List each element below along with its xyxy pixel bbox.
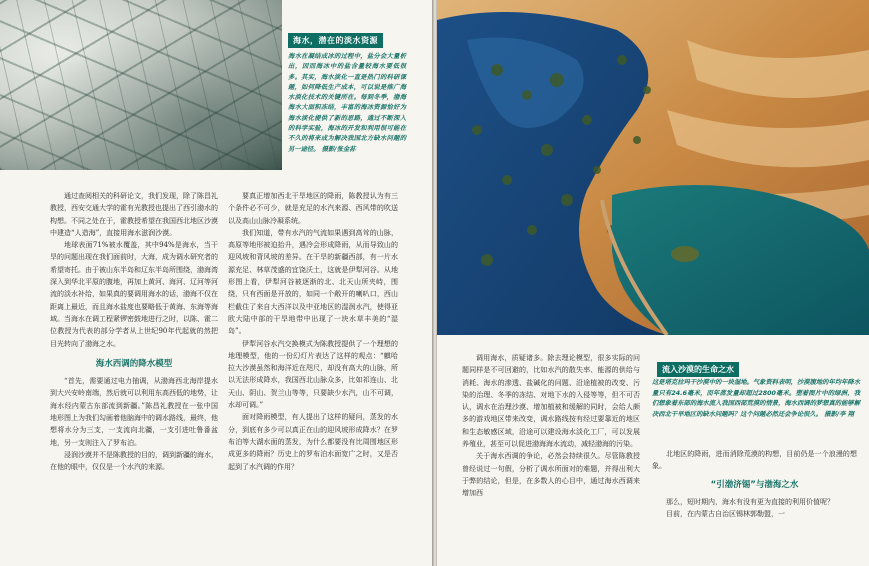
- paragraph: 通过查阅相关的科研论文，我们发现，除了陈昌礼教授，西安交通大学的霍有光教授也提出了西引渤水的构想。不同之处在于，霍教授希望在我国西北地区沙漠中建造“人造海”，直接用海水滋润沙漠。: [50, 192, 218, 237]
- desert-wetland-illustration: [437, 0, 869, 335]
- left-column-1: [50, 190, 218, 474]
- ice-floe-photo: [0, 0, 282, 170]
- right-column-2: [652, 448, 857, 520]
- paragraph: 伊犁河谷水汽交换模式为陈教授提供了一个理想的地理模型，他的一份幻灯片表达了这样的观点：“麒哈拉大沙漠虽然和海洋近在咫尺，却没有高大的山脉，所以无法形成降水，我国西北山脉众多，比如祁连山、北天山、阴山、贺兰山等等，只要缺少水汽，山不可调，水却可调。”: [228, 339, 398, 410]
- paragraph: 关于海水西调的争论，必然会持续很久。尽管陈教授曾经说过一句假，分析了调水所面对的难题，并得出利大于弊的结论，但是，在多数人的心目中，通过海水西调来增加西: [462, 452, 640, 498]
- paragraph: 我们知道，带有水汽的气流如果遇到高耸的山脉，高原等地形被迫抬升，遇冷会形成降雨，从而导致山的迎风坡和背风坡的差异。在干旱的新疆西部，有一片水源充足、林草茂盛的宜饶沃土，这就是伊犁河谷。从地形图上看，伊犁河谷被逐渐的北、北天山所夹峙，围绕，只有西面是开放的，如同一个敞开的喇叭口，西山栏截住了来自大西洋以及中亚地区的湿润水汽，使得亚欧大陆中部的干旱地带中出现了一块水草丰美的“湿岛”。: [228, 228, 398, 336]
- left-page: [0, 0, 432, 566]
- desert-wetland-photo: [437, 0, 869, 335]
- paragraph: “首先，需要通过电力抽调，从渤海西北海岸提水到大兴安岭南端，然后就可以利用东高西低的地势，让海水经内蒙古东部流到新疆。”陈昌礼教授在一张中国地形图上为我们勾画着他脑海中的调水路线，最终，他想将水分为三支，一支流向北疆，一支引进吐鲁番盆地，另一支则注入了罗布泊。: [50, 377, 218, 447]
- paragraph: 面对降雨模型，有人提出了这样的疑问，蒸发的水分，到底有多少可以真正在山的迎风坡形成降水？在罗布泊等大湖水面的蒸发，为什么都要没有比周围地区形成更多的降雨？历史上的罗布泊水面宽广之时，又是否起到了水汽调的作用？: [228, 413, 398, 471]
- paragraph: 地球表面71%被水覆盖，其中94%是海水，当干旱的问题出现在我们面前时，大海，成为调水研究者的希望寄托。由于被山东半岛和辽东半岛所围绕，渤海湾深入到华北平原的腹地，再加上黄河、海河、辽河等河流的淡水补给，如果真的要调用海水的话，渤海不仅在距离上最近，而且海水盐度也要略低于黄海、东海等海域。当海水在调工程紧锣密鼓地进行之时，以陈、霍二位教授为代表的部分学者从上世纪90年代起就的然把目光转向了渤海之水。: [50, 241, 218, 348]
- paragraph: 要真正增加西北干旱地区的降雨，陈教授认为有三个条件必不可少，就是充足的水汽来源、西风带的吹送以及高山山脉冷凝系统。: [228, 192, 398, 225]
- paragraph: 目前，在内蒙古自治区锡林郭勒盟，一: [666, 510, 785, 519]
- paragraph: 北地区的降雨，进而消除荒漠的构想，目前仍是一个浪漫的想象。: [652, 450, 857, 471]
- section-label: 流入沙漠的生命之水: [657, 362, 739, 377]
- caption-credit: 摄影/李 翔: [824, 410, 854, 418]
- paragraph: 浸润沙漠并不是陈教授的目的，调到新疆的海水，在他的眼中，仅仅是一个水汽的来源。: [50, 450, 218, 472]
- section-heading: “引渤济锡”与渤海之水: [710, 479, 799, 490]
- right-page: [437, 0, 869, 566]
- left-column-2: [228, 190, 398, 473]
- section-caption: [652, 378, 860, 420]
- sidebar-credit: 摄影/张金荪: [321, 145, 356, 153]
- paragraph: 那么，短时期内，海水有没有更为直接的利用价值呢？: [666, 497, 834, 506]
- sidebar-text: 海水在凝结成冰的过程中，盐分会大量析出，因而海冰中的盐含量较海水要低很多。其实，海水淡化一直是热门的科研课题，如何降低生产成本，可以说是推广海水淡化技术的关键所在。每到冬季，渤海海水大面积冻结，丰富的海冰资源恰好为海水淡化提供了新的思路，通过不断深入的科学实验，海冰的开发和利用很可能在不久的将来成为解决我国北方缺水问题的另一途径。: [288, 53, 406, 153]
- sidebar-title: 海水，潜在的淡水资源: [288, 33, 383, 48]
- section-heading: 海水西调的降水模型: [95, 358, 173, 369]
- caption-text: 这是塔克拉玛干沙漠中的一块湿地。气象资料表明，沙漠腹地的年均年降水量只有24.6毫米，而年蒸发量却超过2800毫米。塑着图片中的绿洲，我们想象着东部的海水流入我国西部荒漠的情景，海水西调的梦想真的能够解决西北干旱地区的缺水问题吗？这个问题必然还会争论很久。: [652, 379, 860, 418]
- sidebar-body: [288, 52, 406, 155]
- right-column-1: [462, 352, 640, 500]
- paragraph: 调用海水，质疑诸多。除去理论模型，很多实际的问题同样是不可回避的，比如水汽的散失率、能源的供给与消耗、海水的渗透、盐碱化的问题、沿途植被的改变、污染的治理、冬季的冻结、对地下水的入侵等等，但不可否认，调水在治理沙漠、增加植被和缓解的同时，会给人颇多的游戏地区带来改变，调水路线按有经过要靠近的地区和生态敏感区域，沿途可以建设海水淡化工厂，可以发展养殖业，甚至可以促进渤海海水流动，减轻渤海的污染。: [462, 354, 640, 449]
- sidebar-caption: [288, 28, 406, 155]
